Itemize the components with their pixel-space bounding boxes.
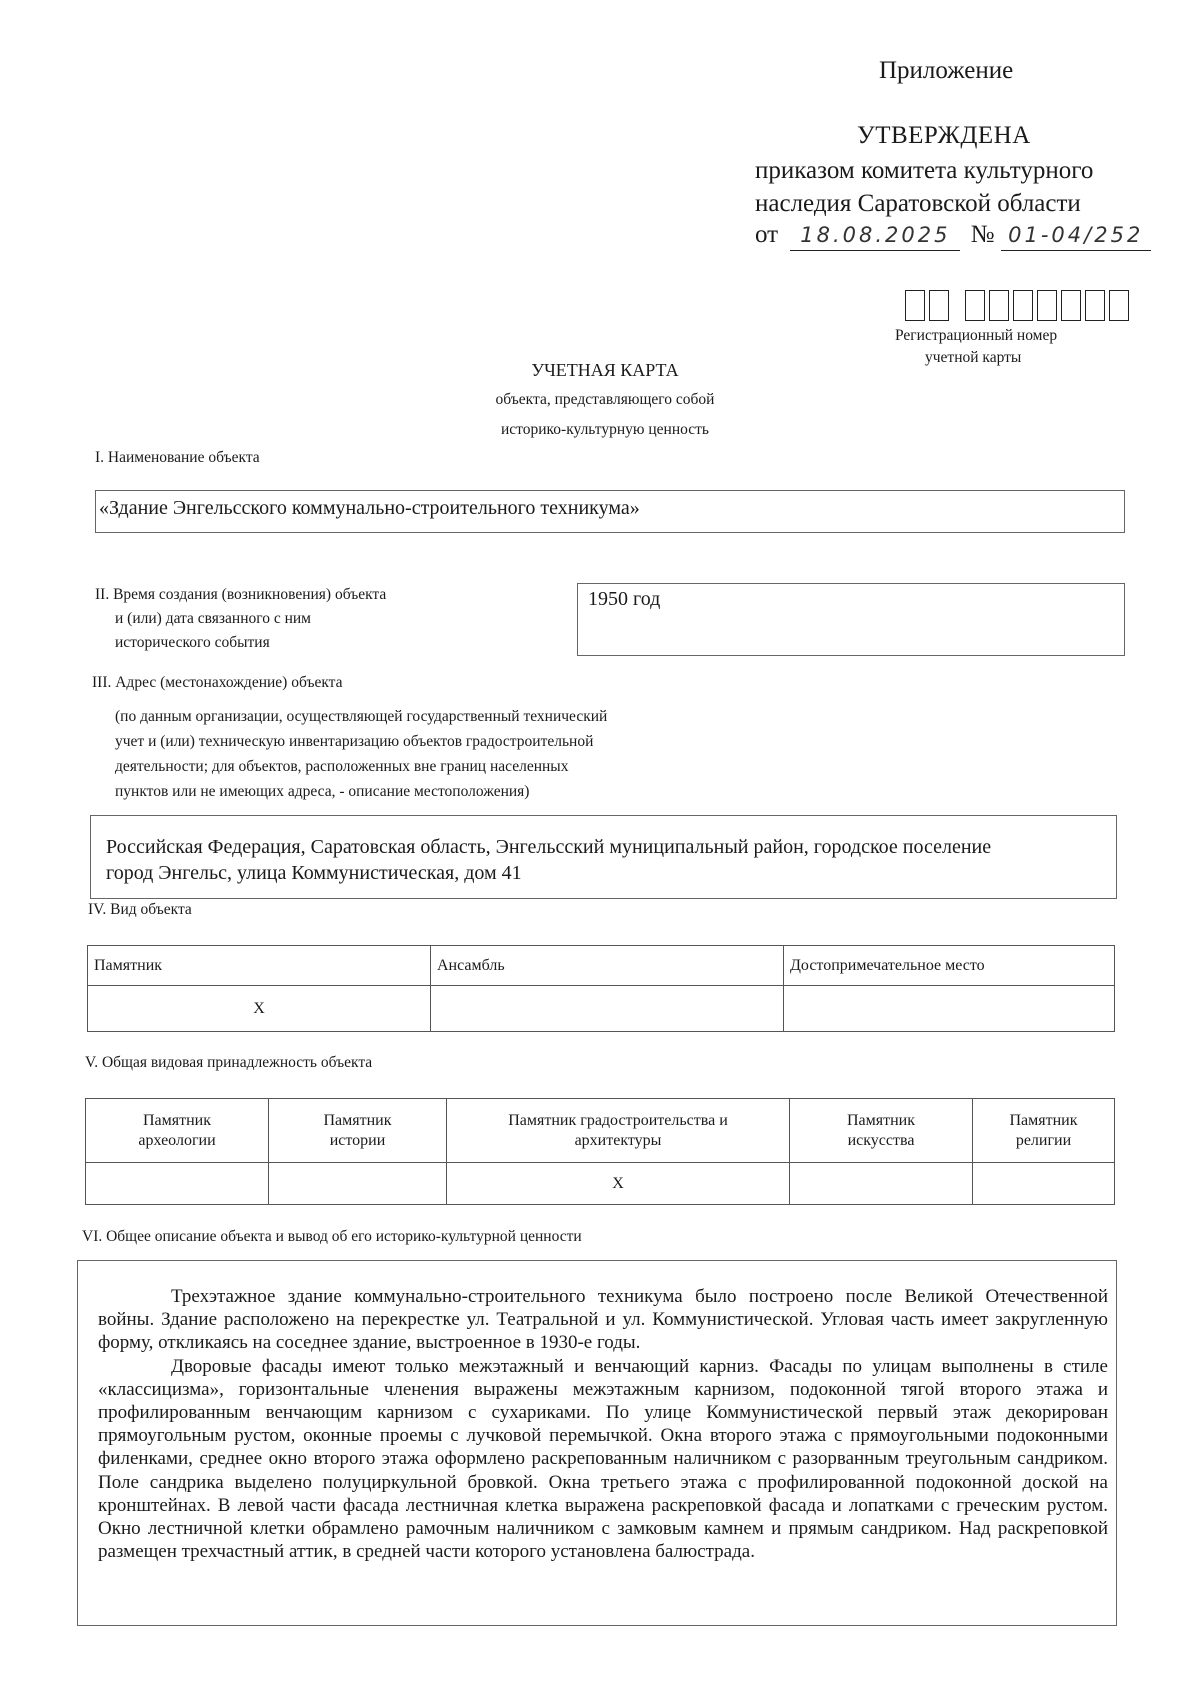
- card-subtitle-1: объекта, представляющего собой: [495, 391, 715, 408]
- section5-label: V. Общая видовая принадлежность объекта: [85, 1054, 373, 1071]
- object-type-table: [87, 945, 1115, 1032]
- section2-label-1: II. Время создания (возникновения) объекта: [95, 586, 387, 603]
- type-mark-ensemble: [431, 986, 784, 1032]
- description-text: [98, 1285, 1108, 1563]
- category-mark-history: [269, 1163, 447, 1205]
- category-architecture-line2: архитектуры: [574, 1131, 662, 1149]
- registration-number-boxes: [905, 290, 1133, 326]
- object-name: «Здание Энгельсского коммунально-строительного техникума»: [99, 497, 640, 519]
- reg-digit-box: [1037, 290, 1057, 321]
- section6-label: VI. Общее описание объекта и вывод об его историко-культурной ценности: [82, 1228, 582, 1245]
- category-table: [85, 1098, 1115, 1205]
- section1-label: I. Наименование объекта: [95, 449, 260, 466]
- type-mark-monument: Х: [88, 986, 431, 1032]
- category-architecture: [447, 1099, 790, 1163]
- description-paragraph-2: Дворовые фасады имеют только межэтажный и венчающий карниз. Фасады по улицам выполнены в стиле «классицизма», горизонтальные членения выражены межэтажным карнизом, подоконной тягой второго этажа и профилированным венчающим карнизом с сухариками. По улице Коммунистической первый этаж декорирован прямоугольным рустом, оконные проемы с лучковой перемычкой. Окна второго этажа с прямоугольными подоконными филенками, среднее окно второго этажа оформлено раскрепованным наличником с разорванным треугольным сандриком. Поле сандрика выделено полуциркульной бровкой. Окна третьего этажа с профилированной подоконной доской на кронштейнах. В левой части фасада лестничная клетка выражена раскреповкой фасада и лопатками с греческим рустом. Окно лестничной клетки обрамлено рамочным наличником с замковым камнем и прямым сандриком. Над раскреповкой размещен трехчастный аттик, в средней части которого установлена балюстрада.: [98, 1355, 1108, 1563]
- order-number: 01-04/252: [1001, 220, 1151, 251]
- reg-digit-box: [1061, 290, 1081, 321]
- category-mark-architecture: Х: [447, 1163, 790, 1205]
- section3-value-box: [90, 815, 1117, 899]
- table-row: [86, 1099, 1115, 1163]
- registration-label-1: Регистрационный номер: [895, 327, 1058, 344]
- section3-label: III. Адрес (местонахождение) объекта: [92, 674, 343, 691]
- section2-label-3: исторического события: [115, 634, 270, 651]
- reg-digit-box: [1013, 290, 1033, 321]
- appendix-title: Приложение: [879, 57, 1014, 84]
- approved-title: УТВЕРЖДЕНА: [857, 122, 1031, 149]
- address-line-1: Российская Федерация, Саратовская область, Энгельсский муниципальный район, городское поселение: [106, 836, 992, 858]
- reg-digit-box: [905, 290, 925, 321]
- category-architecture-line1: Памятник градостроительства и: [508, 1111, 728, 1129]
- category-art-line2: искусства: [847, 1131, 915, 1149]
- section3-note-1: (по данным организации, осуществляющей государственный технический: [115, 708, 608, 725]
- category-religion-line2: религии: [1015, 1131, 1072, 1149]
- category-art-line1: Памятник: [846, 1111, 916, 1129]
- category-mark-archaeology: [86, 1163, 269, 1205]
- reg-digit-box: [929, 290, 949, 321]
- category-mark-religion: [973, 1163, 1115, 1205]
- category-archaeology-line2: археологии: [138, 1131, 216, 1149]
- type-header-monument: Памятник: [88, 946, 431, 986]
- order-line-2: наследия Саратовской области: [755, 190, 1081, 217]
- description-paragraph-1: Трехэтажное здание коммунально-строительного техникума было построено после Великой Отечественной войны. Здание расположено на перекрестке ул. Театральной и ул. Коммунистической. Угловая часть имеет закругленную форму, откликаясь на соседнее здание, выстроенное в 1930-е годы.: [98, 1286, 1108, 1354]
- creation-date: 1950 год: [588, 588, 661, 610]
- category-history: [269, 1099, 447, 1163]
- address-line-2: город Энгельс, улица Коммунистическая, дом 41: [106, 862, 522, 884]
- type-header-ensemble: Ансамбль: [431, 946, 784, 986]
- table-row: [88, 986, 1115, 1032]
- date-prefix: от: [755, 221, 779, 248]
- category-religion: [973, 1099, 1115, 1163]
- category-mark-art: [790, 1163, 973, 1205]
- number-prefix: №: [970, 221, 995, 248]
- card-title: УЧЕТНАЯ КАРТА: [531, 360, 679, 380]
- order-date: 18.08.2025: [790, 220, 960, 251]
- section3-note-4: пунктов или не имеющих адреса, - описание местоположения): [115, 783, 530, 800]
- section3-note-3: деятельности; для объектов, расположенных вне границ населенных: [115, 758, 569, 775]
- table-row: [88, 946, 1115, 986]
- description-box: [77, 1260, 1117, 1626]
- type-header-landmark: Достопримечательное место: [784, 946, 1115, 986]
- section1-value-box: [95, 490, 1125, 533]
- section4-label: IV. Вид объекта: [88, 901, 192, 918]
- reg-digit-box: [965, 290, 985, 321]
- category-art: [790, 1099, 973, 1163]
- order-date-line: [755, 220, 1151, 251]
- category-archaeology-line1: Памятник: [142, 1111, 212, 1129]
- section2-value-box: [577, 583, 1125, 656]
- reg-digit-box: [1109, 290, 1129, 321]
- type-mark-landmark: [784, 986, 1115, 1032]
- category-religion-line1: Памятник: [1009, 1111, 1078, 1129]
- reg-digit-box: [1085, 290, 1105, 321]
- category-history-line2: истории: [329, 1131, 386, 1149]
- table-row: [86, 1163, 1115, 1205]
- reg-digit-box: [989, 290, 1009, 321]
- category-history-line1: Памятник: [323, 1111, 392, 1129]
- order-line-1: приказом комитета культурного: [755, 157, 1094, 184]
- section2-label-2: и (или) дата связанного с ним: [115, 610, 311, 627]
- section3-note-2: учет и (или) техническую инвентаризацию объектов градостроительной: [115, 733, 594, 750]
- registration-label-2: учетной карты: [925, 349, 1022, 366]
- category-archaeology: [86, 1099, 269, 1163]
- card-subtitle-2: историко-культурную ценность: [501, 421, 709, 438]
